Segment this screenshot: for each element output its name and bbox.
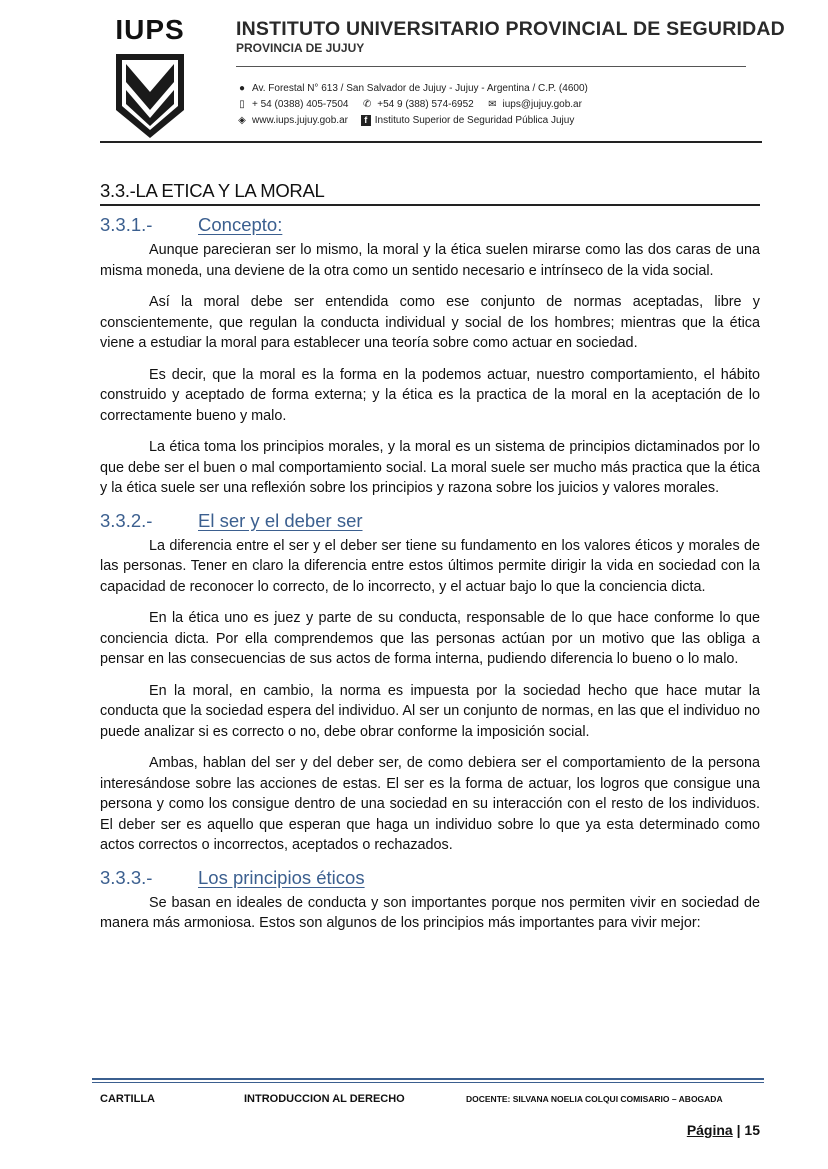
header-divider bbox=[236, 66, 746, 67]
logo-text: IUPS bbox=[115, 14, 185, 45]
subsection-heading bbox=[100, 867, 760, 889]
phone-text: + 54 (0388) 405-7504 bbox=[252, 99, 349, 110]
paragraph: La ética toma los principios morales, y la moral es un sistema de principios dictaminados por lo que debe ser el buen o mal comportamiento social. La moral suele ser mucho más practica que la ética y la ética suele ser una reflexión sobre los principios y razona sobre los juicios y valores morales. bbox=[100, 439, 760, 496]
address-text: Av. Forestal N° 613 / San Salvador de Jujuy - Jujuy - Argentina / C.P. (4600) bbox=[252, 83, 588, 94]
paragraph: Así la moral debe ser entendida como ese conjunto de normas aceptadas, libre y conscientemente, que regulan la conducta individual y social de los hombres; mientras que la ética viene a estudiar la moral para establecer una teoría sobre como actuar en sociedad. bbox=[100, 294, 760, 351]
paragraph: La diferencia entre el ser y el deber ser tiene su fundamento en los valores éticos y morales de las personas. Tener en claro la diferencia entre estos últimos permite dirigir la vida en sociedad con la capacidad de reconocer lo correcto, de lo incorrecto, y el actuar bajo lo que la conciencia dicta. bbox=[100, 537, 760, 595]
paragraph: En la ética uno es juez y parte de su conducta, responsable de lo que hace conforme lo que conciencia dicta. Por ella comprendemos que las personas actúan por un motivo que las obliga a pensar en las consecuencias de sus actos de forma interna, pudiendo diferencia lo bueno o lo malo. bbox=[100, 610, 760, 667]
page-header bbox=[0, 0, 828, 150]
paragraph: Ambas, hablan del ser y del deber ser, de como debiera ser el comportamiento de la persona interesándose sobre las acciones de estas. El ser es la forma de actuar, los logros que consigue una persona y como los consigue dentro de una sociedad en su interacción con el resto de los individuos. El deber ser es aquello que esperan que haga un individuo sobre lo que ya esta determinado como actos correctos o incorrectos, aceptados o rechazados. bbox=[100, 755, 760, 853]
whatsapp-icon: ✆ bbox=[363, 99, 372, 110]
section-title: 3.3.-LA ETICA Y LA MORAL bbox=[100, 180, 760, 206]
page-label: Página bbox=[686, 1122, 733, 1138]
mail-icon: ✉ bbox=[488, 99, 497, 110]
shield-logo-icon bbox=[114, 52, 186, 140]
subsection-title: El ser y el deber ser bbox=[198, 509, 363, 531]
paragraph: Es decir, que la moral es la forma en la podemos actuar, nuestro comportamiento, el hábito construido y aceptado de forma externa; y la ética es la practica de la moral en la aceptación de lo correctamente bueno y malo. bbox=[100, 366, 760, 424]
page-number-value: 15 bbox=[744, 1122, 760, 1138]
paragraph: Aunque parecieran ser lo mismo, la moral y la ética suelen mirarse como las dos caras de una misma moneda, una deviene de la otra como un sentido necesario e intrínseco de la vida social. bbox=[100, 242, 760, 279]
footer-rule-thin bbox=[92, 1082, 764, 1083]
subsection-number: 3.3.1.- bbox=[100, 214, 153, 235]
facebook-text[interactable]: Instituto Superior de Seguridad Pública Jujuy bbox=[374, 115, 575, 126]
institution-province: PROVINCIA DE JUJUY bbox=[236, 41, 365, 55]
iups-logo bbox=[108, 14, 192, 140]
subsection-title: Los principios éticos bbox=[198, 866, 365, 888]
footer-rule bbox=[92, 1078, 764, 1080]
page-separator: | bbox=[736, 1122, 741, 1138]
document-body bbox=[100, 180, 760, 945]
page-number bbox=[687, 1122, 760, 1138]
institution-name: INSTITUTO UNIVERSITARIO PROVINCIAL DE SEGURIDAD bbox=[236, 18, 785, 40]
subsection-heading bbox=[100, 214, 760, 236]
phone-icon: ▯ bbox=[239, 99, 245, 110]
footer-left: CARTILLA bbox=[100, 1093, 155, 1105]
footer-right: DOCENTE: SILVANA NOELIA COLQUI COMISARIO – ABOGADA bbox=[466, 1094, 723, 1104]
web-text[interactable]: www.iups.jujuy.gob.ar bbox=[252, 115, 348, 126]
subsection-number: 3.3.2.- bbox=[100, 509, 153, 531]
facebook-icon: f bbox=[361, 115, 371, 126]
subsections bbox=[100, 214, 760, 934]
web-line bbox=[236, 115, 574, 126]
subsection-title: Concepto: bbox=[198, 214, 283, 235]
footer-center: INTRODUCCION AL DERECHO bbox=[244, 1093, 405, 1105]
whatsapp-text: +54 9 (388) 574-6952 bbox=[377, 99, 474, 110]
paragraph: Se basan en ideales de conducta y son importantes porque nos permiten vivir en sociedad de manera más armoniosa. Estos son algunos de los principios más importantes para vivir mejor: bbox=[100, 894, 760, 931]
subsection-heading bbox=[100, 510, 760, 532]
email-text[interactable]: iups@jujuy.gob.ar bbox=[502, 99, 582, 110]
header-rule bbox=[100, 141, 762, 143]
paragraph: En la moral, en cambio, la norma es impuesta por la sociedad hecho que hace mutar la conducta que la sociedad espera del individuo. Al ser un conjunto de normas, en las que el individuo no puede analizar si es correcto o no, debe obrar conforme la imposición social. bbox=[100, 682, 761, 740]
phone-line bbox=[236, 99, 582, 110]
address-line bbox=[236, 83, 588, 94]
subsection-number: 3.3.3.- bbox=[100, 866, 153, 888]
globe-icon: ◈ bbox=[238, 115, 246, 126]
map-pin-icon: ● bbox=[238, 83, 246, 94]
